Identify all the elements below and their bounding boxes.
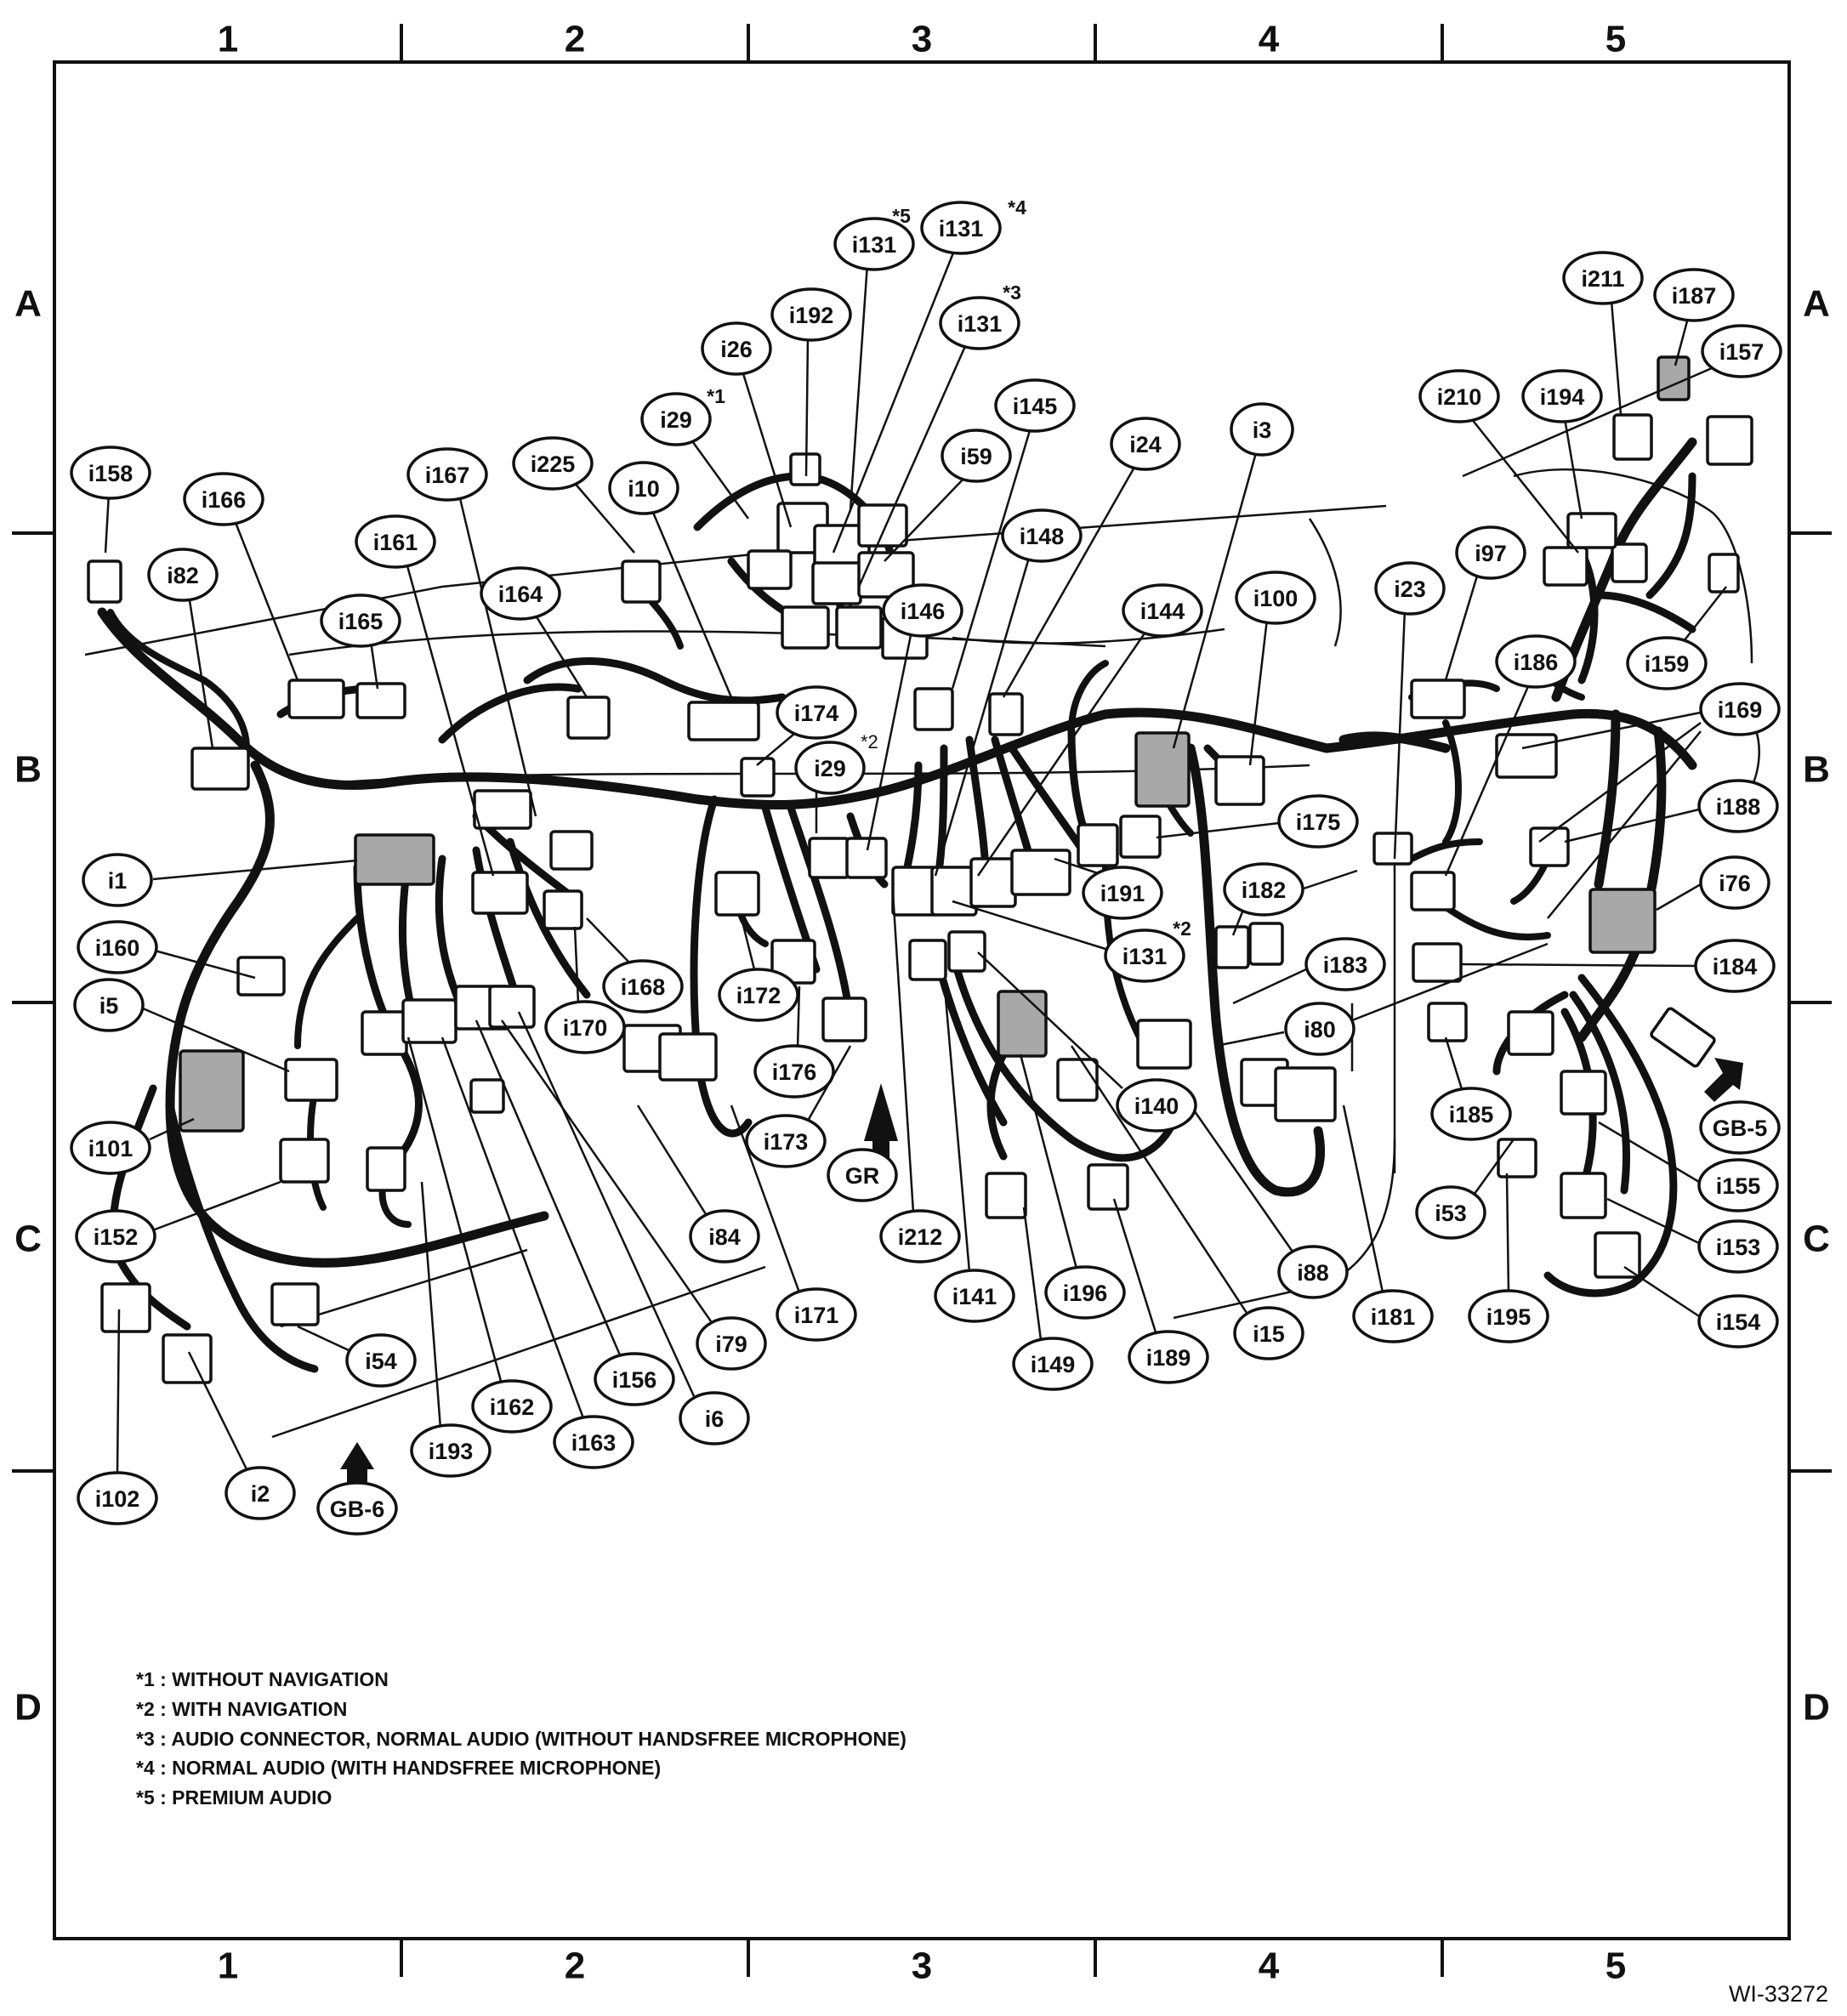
connector-label: i211	[1581, 266, 1625, 292]
connector-label: i3	[1252, 417, 1272, 443]
connector-label: i175	[1295, 809, 1341, 835]
connector-label: i176	[771, 1059, 817, 1085]
connector-label: i191	[1100, 881, 1145, 906]
connector-callout-i145	[996, 380, 1074, 431]
connector-label: i195	[1486, 1304, 1532, 1330]
connector-callout-i211	[1564, 253, 1642, 304]
connector-callout-gr	[828, 1150, 896, 1201]
connector-callout-i192	[772, 289, 850, 340]
connector-callout-i188	[1699, 781, 1777, 832]
connector-callout-i146	[884, 585, 962, 636]
connector-callout-i174	[777, 687, 855, 738]
connector-label: i167	[424, 463, 470, 488]
connector-label: i160	[94, 935, 140, 961]
connector-callout-i225	[514, 438, 592, 489]
connector-label: i172	[736, 983, 781, 1008]
connector-label: i84	[708, 1224, 741, 1250]
grid-column-labels-bottom	[218, 1945, 1626, 1987]
grid-column-label: 1	[217, 18, 239, 60]
connector-label: i59	[960, 444, 992, 469]
connector-label: i79	[715, 1332, 747, 1357]
connector-label: i82	[167, 563, 199, 588]
connector-label: i15	[1253, 1321, 1285, 1347]
leader-line	[1446, 573, 1478, 680]
variant-note: *2	[1173, 917, 1191, 940]
connector-callout-i154	[1699, 1296, 1777, 1347]
grid-column-label: 4	[1258, 1945, 1280, 1987]
grid-column-label: 2	[564, 1945, 586, 1987]
connector-label: i146	[900, 599, 946, 624]
grid-row-label: D	[1803, 1686, 1830, 1729]
connector-callout-i149	[1014, 1338, 1092, 1389]
leader-line	[298, 1326, 349, 1350]
footnote-4: *4 : NORMAL AUDIO (WITH HANDSFREE MICROPHONE)	[136, 1757, 662, 1779]
connector-label: i196	[1062, 1281, 1108, 1306]
connector-callout-i26	[702, 323, 770, 374]
connector-label: i156	[611, 1367, 657, 1393]
connector-callout-i131	[941, 281, 1021, 349]
connector-callout-i59	[942, 430, 1010, 481]
connector-label: i97	[1475, 541, 1507, 566]
connector-callout-i183	[1306, 939, 1384, 990]
connector-callout-i163	[554, 1417, 633, 1468]
connector-label: i189	[1145, 1345, 1191, 1371]
grid-column-label: 1	[217, 1945, 239, 1987]
connector-label: i184	[1712, 954, 1758, 980]
connector-callout-i144	[1123, 585, 1202, 636]
connector-callout-i102	[78, 1473, 156, 1524]
leader-line	[1024, 1207, 1041, 1340]
connector-callout-i210	[1420, 371, 1498, 422]
variant-note: *4	[1008, 196, 1026, 219]
connector-callout-i187	[1655, 270, 1733, 321]
leader-line	[442, 1037, 583, 1418]
connector-label: i157	[1719, 339, 1765, 365]
connector-label: i23	[1394, 576, 1426, 602]
connector-callout-i54	[347, 1335, 415, 1386]
connector-label: i76	[1719, 871, 1751, 896]
leader-line	[235, 520, 298, 680]
connector-label: i26	[720, 337, 753, 362]
grid-row-labels-right	[1803, 283, 1830, 1729]
connector-label: i225	[530, 451, 576, 477]
connector-label: i183	[1322, 952, 1368, 978]
grid-column-label: 5	[1605, 1945, 1627, 1987]
connector-label: i29	[660, 407, 692, 433]
connector-label: i187	[1671, 283, 1717, 309]
connector-label: i145	[1012, 394, 1058, 419]
grid-row-label: A	[14, 282, 42, 325]
connector-label: i152	[93, 1224, 139, 1250]
connector-callout-i141	[935, 1270, 1014, 1321]
connector-callout-i170	[546, 1002, 624, 1053]
connector-label: i154	[1715, 1309, 1761, 1335]
connector-callout-i159	[1628, 638, 1706, 689]
connector-callout-i212	[881, 1211, 959, 1262]
connector-callout-i76	[1701, 857, 1769, 908]
leader-line	[422, 1182, 440, 1428]
connector-label: i174	[793, 701, 839, 726]
connector-label: i24	[1129, 432, 1162, 457]
connector-callout-i15	[1235, 1308, 1303, 1359]
connector-label: i159	[1644, 651, 1690, 677]
grid-column-labels-top	[218, 19, 1626, 60]
connector-callout-i172	[719, 969, 798, 1020]
grid-row-label: C	[14, 1218, 42, 1260]
connector-callout-i193	[412, 1425, 490, 1476]
footnote-3: *3 : AUDIO CONNECTOR, NORMAL AUDIO (WITHOUT HANDSFREE MICROPHONE)	[136, 1728, 906, 1750]
leader-line	[371, 641, 378, 689]
connector-callout-i189	[1129, 1332, 1208, 1383]
connector-label: i155	[1715, 1173, 1761, 1199]
grid-column-label: 3	[911, 18, 933, 60]
connector-label: GB-5	[1712, 1116, 1768, 1141]
connector-label: i163	[571, 1430, 617, 1456]
connector-callout-i140	[1117, 1080, 1196, 1131]
document-id: WI-33272	[1728, 1981, 1828, 2007]
connector-label: i153	[1715, 1235, 1761, 1260]
grid-column-label: 2	[564, 18, 586, 60]
connector-label: i182	[1241, 877, 1287, 903]
connector-label: i131	[957, 311, 1003, 337]
connector-callout-i168	[604, 961, 682, 1012]
arrow-gb6	[340, 1442, 374, 1488]
variant-note: *1	[707, 385, 725, 407]
leader-line	[459, 495, 536, 816]
connector-callout-i157	[1702, 326, 1781, 377]
leader-line	[1611, 301, 1621, 415]
connector-label: GB-6	[329, 1496, 385, 1522]
connector-label: i148	[1019, 524, 1065, 549]
leader-line	[1250, 619, 1267, 765]
leader-line	[1344, 1105, 1383, 1292]
connector-callout-gb-5	[1701, 1102, 1779, 1153]
connector-label: i185	[1448, 1102, 1494, 1127]
connector-callout-i194	[1523, 371, 1601, 422]
connector-callout-gb-6	[318, 1483, 396, 1534]
grid-column-label: 4	[1258, 18, 1280, 60]
connector-label: i171	[793, 1303, 839, 1328]
connector-callout-i186	[1497, 636, 1575, 687]
leader-line	[1507, 1173, 1509, 1292]
grid-row-label: B	[14, 748, 42, 791]
connector-callout-i176	[755, 1046, 833, 1097]
connector-label: i101	[88, 1136, 134, 1161]
connector-label: i102	[94, 1486, 140, 1512]
leader-line	[1599, 1122, 1699, 1182]
connector-callout-i80	[1286, 1003, 1354, 1054]
connector-label: i6	[704, 1406, 725, 1432]
connector-callout-i185	[1432, 1088, 1510, 1139]
leader-line	[1624, 1267, 1699, 1316]
connector-label: i181	[1370, 1304, 1416, 1330]
leader-line	[1684, 587, 1726, 641]
leader-line	[189, 1352, 247, 1469]
connector-callout-i165	[321, 595, 400, 646]
diagram-frame	[54, 62, 1789, 1939]
ref-mark-with-navigation: *2	[861, 731, 878, 752]
connector-label: i131	[1122, 944, 1168, 969]
leader-line	[1003, 464, 1136, 697]
connector-callout-i175	[1279, 796, 1357, 847]
connector-callout-i161	[356, 516, 435, 567]
connector-label: i164	[497, 582, 543, 607]
connector-callout-i10	[610, 463, 678, 514]
connector-label: i29	[814, 756, 846, 781]
leader-line	[155, 1182, 281, 1229]
grid-row-label: D	[14, 1686, 42, 1729]
grid-row-label: A	[1803, 282, 1830, 325]
connector-label: i210	[1436, 384, 1482, 410]
connector-callout-i2	[226, 1468, 294, 1519]
grid-row-labels-left	[14, 283, 42, 1729]
connector-label: i188	[1715, 794, 1761, 820]
connector-callout-i166	[185, 474, 263, 525]
connector-callout-i152	[77, 1211, 155, 1262]
connector-label: i170	[562, 1015, 608, 1041]
leader-line	[1157, 823, 1279, 838]
connector-callout-i181	[1354, 1291, 1432, 1342]
connector-callout-i23	[1376, 563, 1444, 614]
grid-row-label: C	[1803, 1218, 1830, 1260]
connector-callout-i6	[680, 1393, 748, 1444]
connector-callout-i79	[697, 1318, 765, 1369]
connector-label: i158	[88, 461, 134, 486]
leader-line	[638, 1105, 706, 1214]
connector-callout-i88	[1279, 1247, 1347, 1298]
connector-label: i54	[365, 1349, 397, 1374]
connector-callout-i1	[83, 855, 151, 906]
connector-label: i100	[1253, 586, 1299, 611]
connector-callout-i156	[595, 1354, 673, 1405]
connector-label: i1	[107, 868, 128, 894]
connector-label: i53	[1435, 1201, 1467, 1226]
ground-arrows	[340, 1058, 1743, 1488]
connector-callout-i162	[473, 1381, 551, 1432]
connector-label: i168	[620, 974, 666, 1000]
connector-callouts	[71, 196, 1781, 1534]
connector-label: i165	[338, 609, 384, 634]
leader-line	[117, 1309, 119, 1473]
leader-line	[105, 493, 109, 553]
connector-label: i161	[372, 530, 418, 555]
connector-callout-i164	[481, 568, 560, 619]
connector-callout-i3	[1231, 404, 1293, 455]
connector-label: i131	[851, 232, 897, 258]
connector-callout-i29	[796, 742, 864, 793]
leader-line	[587, 918, 629, 963]
connector-label: i173	[763, 1129, 809, 1155]
grid-column-label: 3	[911, 1945, 933, 1987]
connector-label: i88	[1297, 1260, 1329, 1286]
connector-label: i141	[952, 1284, 997, 1309]
connector-label: i162	[489, 1394, 535, 1420]
leader-line	[1657, 884, 1701, 910]
connector-label: i169	[1717, 697, 1763, 723]
connector-callout-i158	[71, 447, 150, 498]
arrow-gb5	[1704, 1058, 1743, 1102]
connector-label: i193	[428, 1439, 474, 1464]
leader-line	[406, 563, 493, 876]
connector-label: i2	[250, 1481, 270, 1507]
footnote-2: *2 : WITH NAVIGATION	[136, 1698, 348, 1720]
connector-callout-i131	[922, 196, 1026, 253]
leader-line	[1191, 1105, 1293, 1252]
connector-callout-i173	[747, 1116, 825, 1167]
connector-callout-i24	[1111, 418, 1179, 469]
connector-callout-i155	[1699, 1160, 1777, 1211]
connector-callout-i100	[1236, 572, 1315, 623]
footnote-1: *1 : WITHOUT NAVIGATION	[136, 1668, 389, 1690]
connector-callout-i182	[1225, 864, 1303, 915]
grid-column-label: 5	[1605, 18, 1627, 60]
connector-label: i140	[1134, 1093, 1179, 1119]
connector-label: i166	[201, 487, 247, 513]
connector-label: i194	[1539, 384, 1585, 410]
connector-callout-i196	[1046, 1267, 1124, 1318]
leader-line	[575, 927, 578, 1003]
connector-label: i186	[1513, 650, 1559, 675]
connector-callout-i153	[1699, 1221, 1777, 1272]
connector-callout-i195	[1469, 1291, 1548, 1342]
connector-callout-i171	[777, 1289, 855, 1340]
connector-callout-i184	[1696, 940, 1774, 991]
connector-callout-i191	[1083, 867, 1162, 918]
connector-callout-i101	[71, 1122, 150, 1173]
connector-callout-i131	[835, 205, 913, 270]
leader-lines	[105, 251, 1726, 1473]
connector-callout-i5	[75, 980, 143, 1031]
connector-callout-i97	[1457, 527, 1525, 578]
connector-callout-i84	[690, 1211, 759, 1262]
grid-row-label: B	[1803, 748, 1830, 791]
connector-callout-i131	[1105, 917, 1191, 981]
footnote-5: *5 : PREMIUM AUDIO	[136, 1786, 332, 1809]
connector-callout-i167	[408, 449, 486, 500]
variant-note: *3	[1003, 281, 1021, 304]
connector-label: GR	[844, 1163, 880, 1189]
leader-line	[742, 368, 791, 527]
connector-label: i149	[1030, 1352, 1076, 1377]
connector-label: i131	[938, 216, 984, 241]
leader-line	[1233, 969, 1306, 1003]
connector-label: i144	[1139, 599, 1185, 624]
variant-note: *5	[892, 205, 911, 227]
connector-callout-i29	[642, 385, 725, 445]
connector-label: i10	[628, 476, 660, 502]
leader-line	[757, 730, 799, 765]
leader-line	[1301, 871, 1357, 889]
leader-line	[1114, 1199, 1157, 1335]
leader-line	[1446, 1037, 1463, 1092]
connector-callout-i160	[78, 922, 156, 973]
connector-label: i192	[788, 303, 834, 328]
connector-callout-i148	[1003, 510, 1081, 561]
connector-label: i80	[1304, 1017, 1336, 1042]
connector-callout-i169	[1701, 684, 1779, 735]
connector-callout-i53	[1417, 1187, 1485, 1238]
leader-line	[1216, 1032, 1284, 1046]
connector-callout-i82	[149, 549, 217, 600]
leader-line	[651, 508, 731, 697]
connector-label: i212	[897, 1224, 943, 1250]
connector-label: i5	[99, 993, 119, 1019]
